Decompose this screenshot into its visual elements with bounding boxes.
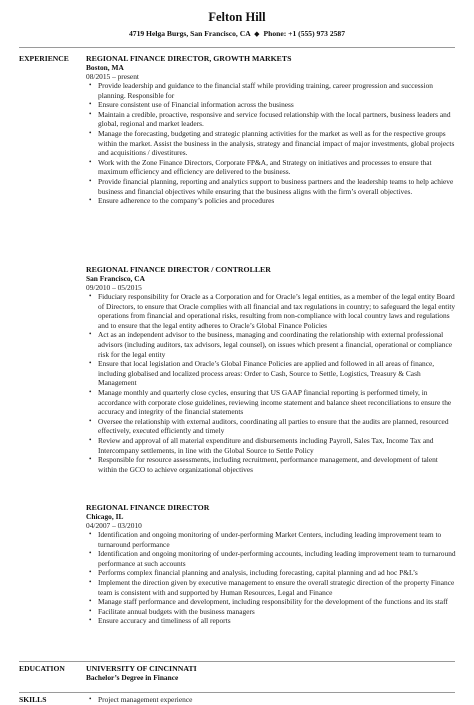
job-dates: 04/2007 – 03/2010 — [86, 521, 142, 530]
section-education-label: EDUCATION — [19, 664, 65, 673]
bullet-icon: • — [89, 292, 92, 300]
bullet-icon: • — [89, 330, 92, 339]
list-item: • Fiduciary responsibility for Oracle as a Corporation and for Oracle’s legal entities, as a member of the legal entity Board of Directors, to ensure that Oracle complies with all financial and tax regulations in country; to safeguard the legal entity operations from financial and operational risks, resulting from non-compliance with local country laws and regulations and to ensure that the legal entity adheres to Oracle’s Global Finance Policies — [89, 292, 456, 330]
bullet-icon: • — [89, 157, 92, 166]
list-item: • Identification and ongoing monitoring of under-performing accounts, including leading improvement team to turnaround performance at such accounts — [89, 549, 456, 568]
phone-prefix: Phone: — [263, 29, 289, 38]
list-item: • Ensure accuracy and timeliness of all reports — [89, 616, 231, 626]
list-item: • Manage monthly and quarterly close cycles, ensuring that US GAAP financial reporting is performed timely, in accordance with corporate close guidelines, reviewing income statement and balance sheet reconciliations to ensure the accuracy and integrity of the financial statements — [89, 387, 452, 417]
job-location: Boston, MA — [86, 63, 124, 72]
skills-entry — [86, 695, 458, 705]
bullet-icon: • — [89, 597, 92, 606]
list-item: • Work with the Zone Finance Directors, Corporate FP&A, and Strategy on initiatives and processes to ensure that maximum efficiency and efficiency are delivered to the business. — [89, 157, 432, 177]
job-dates: 09/2010 – 05/2015 — [86, 283, 142, 292]
bullet-icon: • — [89, 606, 92, 615]
bullet-icon: • — [89, 128, 92, 137]
list-item: • Performs complex financial planning and analysis, including forecasting, capital planning and ad hoc P&L’s — [89, 568, 418, 578]
bullet-icon: • — [89, 435, 92, 444]
candidate-name: Felton Hill — [208, 10, 266, 24]
bullet-icon: • — [89, 577, 92, 586]
separator-icon: ◆ — [254, 30, 260, 38]
job-title: REGIONAL FINANCE DIRECTOR — [86, 503, 210, 512]
list-item: • Ensure that local legislation and Oracle’s Global Finance Policies are applied and followed in all areas of finance, including globalised and localized process areas: Order to Cash, Source to Settle, Logistics, Treasury & Cash Management — [89, 359, 435, 388]
divider-education — [19, 661, 455, 662]
bullet-icon: • — [89, 530, 92, 538]
bullet-icon: • — [89, 176, 92, 185]
bullet-icon: • — [89, 196, 92, 205]
section-experience-label: EXPERIENCE — [19, 54, 69, 63]
job-entry-3 — [86, 503, 458, 626]
bullet-icon: • — [89, 568, 92, 577]
address: 4719 Helga Burgs, San Francisco, CA — [128, 29, 251, 38]
education-entry — [86, 664, 458, 682]
divider-skills — [19, 692, 455, 693]
list-item: • Oversee the relationship with external auditors, coordinating all parties to ensure that the audits are planned, resourced effectively, executed efficiently and timely — [89, 416, 449, 436]
list-item: • Identification and ongoing monitoring of under-performing Market Centers, including leading improvement team to turnaround performance — [89, 530, 442, 549]
bullet-icon: • — [89, 100, 92, 109]
bullet-icon: • — [89, 109, 92, 118]
list-item: • Ensure consistent use of Financial information across the business — [89, 100, 294, 110]
bullet-icon: • — [89, 416, 92, 425]
school-name: UNIVERSITY OF CINCINNATI — [86, 664, 197, 673]
list-item: • Review and approval of all material expenditure and disbursements including Payroll, Sales Tax, Income Tax and Intercompany settlements, in line with the Global Source to Settle Policy — [89, 435, 434, 455]
list-item: • Act as an independent advisor to the business, managing and coordinating the relationship with external professional advisors (including auditors, tax advisors, legal counsel), on issues which present a financial, operational or compliance risk for the legal entity — [89, 330, 453, 359]
job-entry-2 — [86, 265, 458, 474]
divider-experience — [19, 47, 455, 48]
bullet-icon: • — [89, 616, 92, 625]
list-item: • Implement the direction given by executive management to ensure the overall strategic direction of the property Finance team is consistent with and supported by Human Resources, Legal and Finance — [89, 577, 455, 597]
job-location: Chicago, IL — [86, 512, 124, 521]
job-location: San Francisco, CA — [86, 274, 145, 283]
bullet-icon: • — [89, 387, 92, 396]
phone: +1 (555) 973 2587 — [288, 29, 346, 38]
list-item: • Provide financial planning, reporting and analytics support to business partners and the leadership teams to help achieve business and financial objectives while ensuring that the business aligns with the firm’s overall objectives. — [89, 176, 454, 196]
contact-line — [0, 29, 474, 38]
list-item: • Facilitate annual budgets with the business managers — [89, 606, 255, 616]
list-item: • Responsible for resource assessments, including recruitment, performance management, and development of talent within the GCO to achieve organizational objectives — [89, 455, 438, 474]
job-title: REGIONAL FINANCE DIRECTOR, GROWTH MARKETS — [86, 54, 292, 63]
bullet-icon: • — [89, 81, 92, 89]
job-bullets — [86, 530, 458, 626]
bullet-icon: • — [89, 695, 92, 703]
list-item: • Project management experience — [89, 695, 193, 704]
bullet-icon: • — [89, 455, 92, 464]
list-item: • Manage the forecasting, budgeting and strategic planning activities for the market as well as for the respective groups within the market. Assist the business in the analysis, strategy and financial impact of major investments, global projects and acquisitions / divestitures. — [89, 128, 455, 158]
job-bullets — [86, 81, 458, 206]
list-item: • Manage staff performance and development, including responsibility for the development of the functions and its staff — [89, 597, 448, 607]
list-item: • Provide leadership and guidance to the financial staff while providing training, career progression and succession planning. Responsible for — [89, 81, 434, 100]
job-bullets — [86, 292, 458, 474]
bullet-icon: • — [89, 359, 92, 368]
degree: Bachelor’s Degree in Finance — [86, 673, 179, 682]
skills-list — [86, 695, 458, 705]
bullet-icon: • — [89, 549, 92, 558]
job-title: REGIONAL FINANCE DIRECTOR / CONTROLLER — [86, 265, 271, 274]
list-item: • Maintain a credible, proactive, responsive and service focused relationship with the local partners, business leaders and global, regional and market leaders. — [89, 109, 451, 129]
job-entry-1 — [86, 54, 458, 206]
section-skills-label: SKILLS — [19, 695, 47, 704]
job-dates: 08/2015 – present — [86, 72, 139, 81]
list-item: • Ensure adherence to the company’s policies and procedures — [89, 196, 275, 206]
